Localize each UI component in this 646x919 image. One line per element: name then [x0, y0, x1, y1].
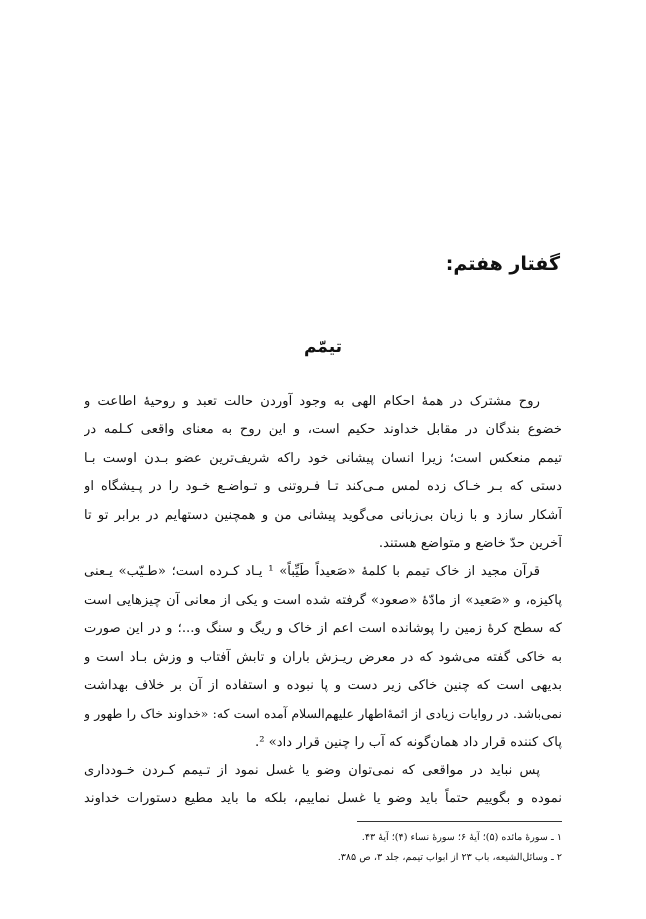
section-title: تیمّم — [303, 337, 343, 357]
text-line: پاکیزه، و «صَعید» از مادّهٔ «صعود» گرفته شده است و یکی از معانی آن چیزهایی است — [84, 592, 562, 608]
text-line: روح مشترک در همهٔ احکام الهی به وجود آوردن حالت تعبد و روحیهٔ اطاعت و — [84, 394, 540, 409]
paragraph-2 — [84, 558, 562, 757]
text-line: تیمم منعکس است؛ زیرا انسان پیشانی خود راکه شریف‌ترین عضو بـدن اوست بـا — [84, 450, 562, 466]
text-line: که سطح کرهٔ زمین را پوشانده است اعم از خاک و ریگ و سنگ و...؛ و در این صورت — [84, 621, 562, 637]
text-line: خضوع بندگان در مقابل خداوند حکیم است، و این روح به معنای واقعی کـلمه در — [84, 422, 562, 438]
text-line: پاک کننده قرار داد همان‌گونه که آب را چنین قرار داد» ². — [254, 734, 562, 750]
chapter-title: گفتار هفتم: — [445, 253, 560, 275]
paragraph-3 — [84, 757, 562, 814]
text-line: نمی‌باشد. در روایات زیادی از ائمهٔ‌اطهار علیهم‌السلام آمده است که: «خداوند خاک را طهور و — [84, 706, 562, 722]
body-text — [84, 388, 562, 814]
footnote-divider — [357, 821, 562, 822]
footnote-2: ۲ ـ وسائل‌الشیعه، باب ۲۳ از ابواب تیمم، جلد ۳، ص ۳۸۵. — [337, 852, 562, 863]
text-line: دستی که بـر خـاک زده لمس مـی‌کند تـا فـروتنی و تـواضـع خـود را در پـیشگاه او — [84, 479, 562, 495]
text-line: آخرین حدّ خاضع و متواضع هستند. — [378, 535, 562, 551]
paragraph-1 — [84, 388, 562, 558]
text-line: بدیهی است که چنین خاکی زیر دست و پا نبوده و استفاده از آن بر خلاف بهداشت — [84, 677, 562, 693]
footnote-1: ۱ ـ سورهٔ مائده (۵)؛ آیهٔ ۶؛ سورهٔ نساء (۴)؛ آیهٔ ۴۳. — [361, 832, 562, 843]
footnotes — [84, 828, 562, 868]
text-line: پس نباید در مواقعی که نمی‌توان وضو یا غسل نمود از تـیمم کـردن خـودداری — [84, 763, 540, 779]
text-line: به خاکی گفته می‌شود که در معرض ریـزش باران و تابش آفتاب و وزش بـاد است و — [84, 649, 562, 665]
text-line: قرآن مجید از خاک تیمم با کلمهٔ «صَعیداً طَیِّباً» ¹ یـاد کـرده است؛ «طـیّب» یـعنی — [84, 564, 541, 580]
text-line: نموده و بگوییم حتماً باید وضو یا غسل نماییم، بلکه ما باید مطیع دستورات خداوند — [84, 791, 562, 807]
text-line: آشکار سازد و با زبان بی‌زبانی می‌گوید پیشانی من و همچنین دستهایم در برابر تو تا — [84, 507, 562, 523]
